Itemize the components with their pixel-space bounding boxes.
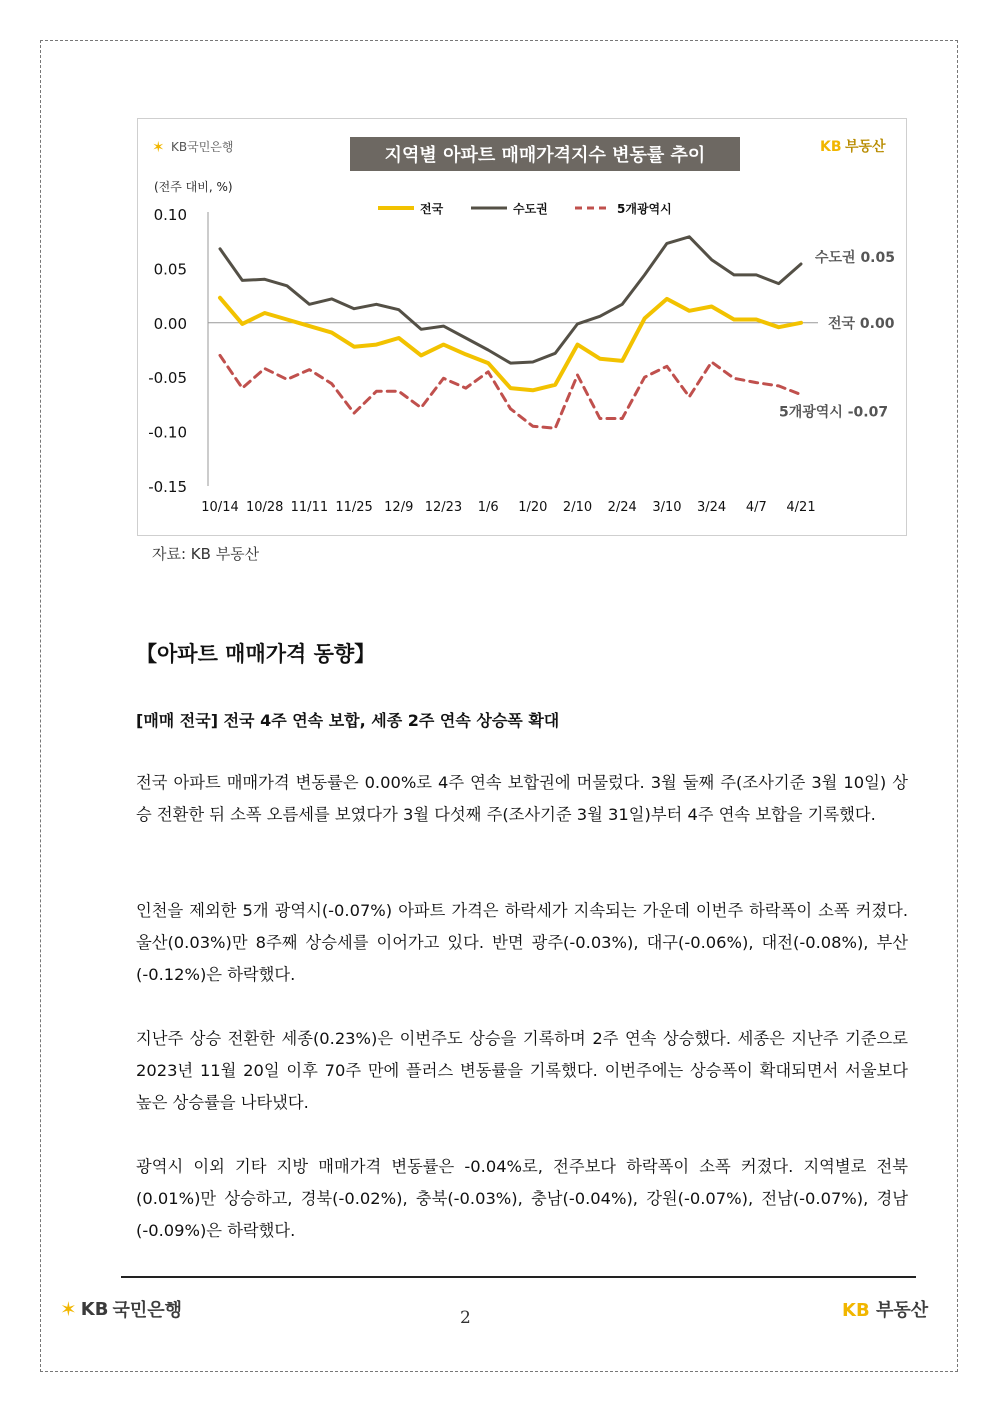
x-tick-label: 1/6 — [477, 500, 499, 515]
x-tick-label: 12/23 — [424, 500, 463, 515]
footer-right-kb: KB — [842, 1300, 870, 1321]
chart-brand-left: KB국민은행 — [171, 140, 234, 154]
legend-label-capital: 수도권 — [513, 202, 548, 216]
chart-series — [220, 237, 801, 428]
series-line-national — [220, 298, 801, 391]
y-tick-label: -0.05 — [148, 369, 187, 388]
chart-end-labels — [779, 249, 895, 421]
footer-left-text: 국민은행 — [112, 1300, 182, 1321]
x-tick-label: 1/20 — [518, 500, 548, 515]
paragraph-regions: 광역시 이외 기타 지방 매매가격 변동률은 -0.04%로, 전주보다 하락폭이 소폭 커졌다. 지역별로 전북(0.01%)만 상승하고, 경북(-0.02%), 충북(-0.03%), 충남(-0.04%), 강원(-0.07%), 전남(-0.07%), 경남(-0.09%)은 하락했다. — [136, 1157, 908, 1240]
paragraph-national: 전국 아파트 매매가격 변동률은 0.00%로 4주 연속 보합권에 머물렀다. 3월 둘째 주(조사기준 3월 10일) 상승 전환한 뒤 소폭 오름세를 보였다가 3월 다섯째 주(조사기준 3월 31일)부터 4주 연속 보합을 기록했다. — [136, 773, 908, 824]
end-label-metro: 5개광역시 -0.07 — [779, 404, 889, 421]
x-tick-label: 4/7 — [745, 500, 767, 515]
sub-title: [매매 전국] 전국 4주 연속 보합, 세종 2주 연속 상승폭 확대 — [136, 711, 560, 730]
y-tick-label: 0.10 — [153, 206, 187, 224]
x-tick-label: 12/9 — [384, 500, 414, 515]
y-tick-label: -0.15 — [148, 478, 187, 496]
end-label-capital: 수도권 0.05 — [815, 250, 895, 267]
x-tick-label: 2/10 — [562, 500, 593, 515]
page-number: 2 — [460, 1308, 471, 1328]
kb-realestate-logo — [820, 138, 886, 155]
x-tick-label: 2/24 — [607, 500, 637, 515]
series-line-capital — [220, 237, 801, 363]
chart-brand-right-kb: KB — [820, 139, 842, 155]
chart-brand-right-text: 부동산 — [845, 139, 886, 155]
kb-star-icon: ✶ — [60, 1297, 77, 1321]
footer-kb-bank-logo — [60, 1296, 182, 1322]
x-tick-label: 4/21 — [786, 500, 816, 515]
x-tick-label: 11/11 — [290, 500, 329, 515]
y-tick-label: 0.00 — [153, 314, 187, 333]
x-tick-label: 3/24 — [697, 500, 727, 515]
x-tick-label: 3/10 — [652, 500, 682, 515]
kb-star-icon: ✶ — [152, 138, 165, 156]
section-title: 【아파트 매매가격 동향】 — [136, 642, 376, 666]
footer-kb-realestate-logo — [842, 1296, 928, 1322]
x-tick-label: 10/14 — [201, 500, 239, 515]
line-chart — [138, 119, 906, 535]
kb-bank-logo — [152, 138, 233, 156]
y-axis-label: (전주 대비, %) — [154, 180, 233, 194]
chart-title: 지역별 아파트 매매가격지수 변동률 추이 — [384, 145, 706, 166]
footer-right-text: 부동산 — [875, 1300, 929, 1321]
x-tick-label: 10/28 — [245, 500, 284, 515]
y-tick-label: -0.10 — [148, 423, 187, 442]
paragraph-metro: 인천을 제외한 5개 광역시(-0.07%) 아파트 가격은 하락세가 지속되는 가운데 이번주 하락폭이 소폭 커졌다. 울산(0.03%)만 8주째 상승세를 이어가고 있다. 반면 광주(-0.03%), 대구(-0.06%), 대전(-0.08%), 부산(-0.12%)은 하락했다. — [136, 901, 908, 984]
legend — [378, 201, 672, 216]
end-label-national: 전국 0.00 — [828, 315, 895, 332]
series-line-metro — [220, 355, 801, 428]
legend-label-national: 전국 — [420, 202, 444, 216]
x-tick-label: 11/25 — [335, 500, 373, 515]
footer-rule — [121, 1276, 916, 1278]
y-tick-label: 0.05 — [153, 260, 187, 279]
legend-label-metro: 5개광역시 — [617, 202, 672, 216]
chart-panel — [137, 118, 907, 536]
source-note: 자료: KB 부동산 — [152, 545, 260, 563]
paragraph-sejong: 지난주 상승 전환한 세종(0.23%)은 이번주도 상승을 기록하며 2주 연속 상승했다. 세종은 지난주 기준으로 2023년 11월 20일 이후 70주 만에 플러스 변동률을 기록했다. 이번주에는 상승폭이 확대되면서 서울보다 높은 상승률을 나타냈다. — [136, 1029, 908, 1112]
footer-left-kb: KB — [80, 1298, 109, 1320]
